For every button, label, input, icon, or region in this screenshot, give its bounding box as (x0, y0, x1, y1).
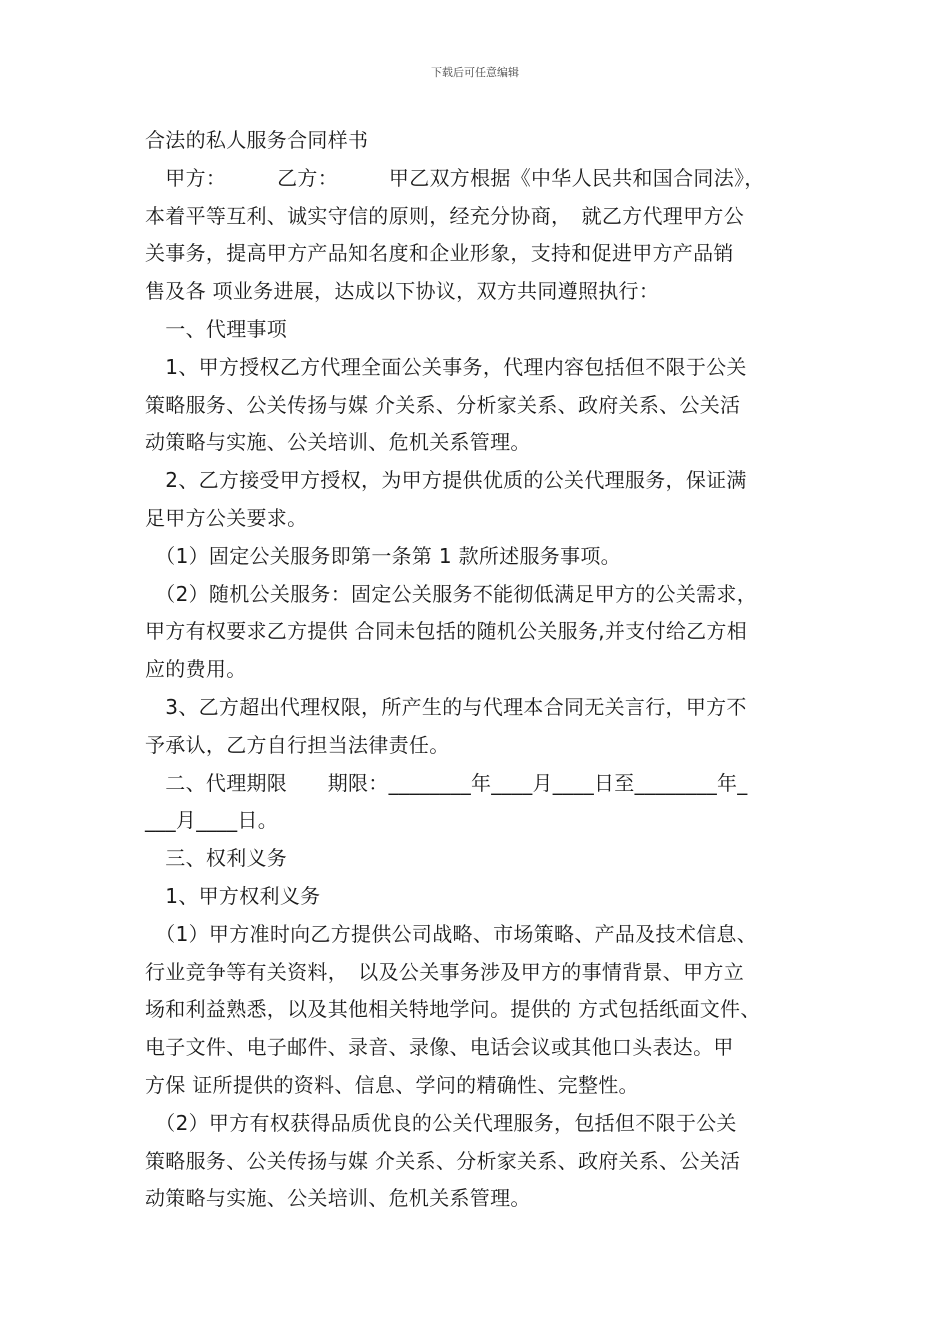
document-body (145, 122, 833, 1218)
text-line: 场和利益熟悉，以及其他相关特地学问。提供的 方式包括纸面文件、 (145, 997, 761, 1022)
section-heading: 二、代理期限 期限：________年____月____日至________年_ (145, 770, 748, 795)
text-line: （2）甲方有权获得品质优良的公关代理服务，包括但不限于公关 (145, 1110, 737, 1135)
text-line: 予承认，乙方自行担当法律责任。 (145, 732, 450, 757)
text-line: 本着平等互利、诚实守信的原则，经充分协商， 就乙方代理甲方公 (145, 203, 744, 228)
text-line: 售及各 项业务进展，达成以下协议，双方共同遵照执行： (145, 279, 660, 304)
text-line: 1、甲方权利义务 (145, 883, 321, 908)
text-line: ___月____日。 (145, 808, 278, 833)
section-heading: 三、权利义务 (145, 846, 288, 871)
text-line: （1）固定公关服务即第一条第 1 款所述服务事项。 (145, 543, 621, 568)
text-line: 1、甲方授权乙方代理全面公关事务，代理内容包括但不限于公关 (145, 354, 747, 379)
document-title: 合法的私人服务合同样书 (145, 128, 369, 152)
text-line: 策略服务、公关传扬与媒 介关系、分析家关系、政府关系、公关活 (145, 1148, 741, 1173)
text-line: 甲方有权要求乙方提供 合同未包括的随机公关服务,并支付给乙方相 (145, 619, 748, 644)
text-line: 动策略与实施、公关培训、危机关系管理。 (145, 1186, 531, 1211)
text-line: 策略服务、公关传扬与媒 介关系、分析家关系、政府关系、公关活 (145, 392, 741, 417)
text-line: （2）随机公关服务：固定公关服务不能彻低满足甲方的公关需求， (145, 581, 758, 606)
text-line: 关事务，提高甲方产品知名度和企业形象，支持和促进甲方产品销 (145, 241, 734, 266)
text-line: 电子文件、电子邮件、录音、录像、电话会议或其他口头表达。甲 (145, 1035, 734, 1060)
text-line: 应的费用。 (145, 657, 247, 682)
section-heading: 一、代理事项 (145, 316, 288, 341)
text-line: （1）甲方准时向乙方提供公司战略、市场策略、产品及技术信息、 (145, 921, 758, 946)
page-header: 下载后可任意编辑 (431, 66, 519, 79)
text-line: 动策略与实施、公关培训、危机关系管理。 (145, 430, 531, 455)
text-line: 行业竞争等有关资料， 以及公关事务涉及甲方的事情背景、甲方立 (145, 959, 744, 984)
text-line: 2、乙方接受甲方授权，为甲方提供优质的公关代理服务，保证满 (145, 468, 747, 493)
text-line: 方保 证所提供的资料、信息、学问的精确性、完整性。 (145, 1072, 639, 1097)
text-line: 足甲方公关要求。 (145, 505, 308, 530)
text-line: 3、乙方超出代理权限，所产生的与代理本合同无关言行，甲方不 (145, 694, 747, 719)
text-line: 甲方： 乙方： 甲乙双方根据《中华人民共和国合同法》， (145, 165, 765, 190)
